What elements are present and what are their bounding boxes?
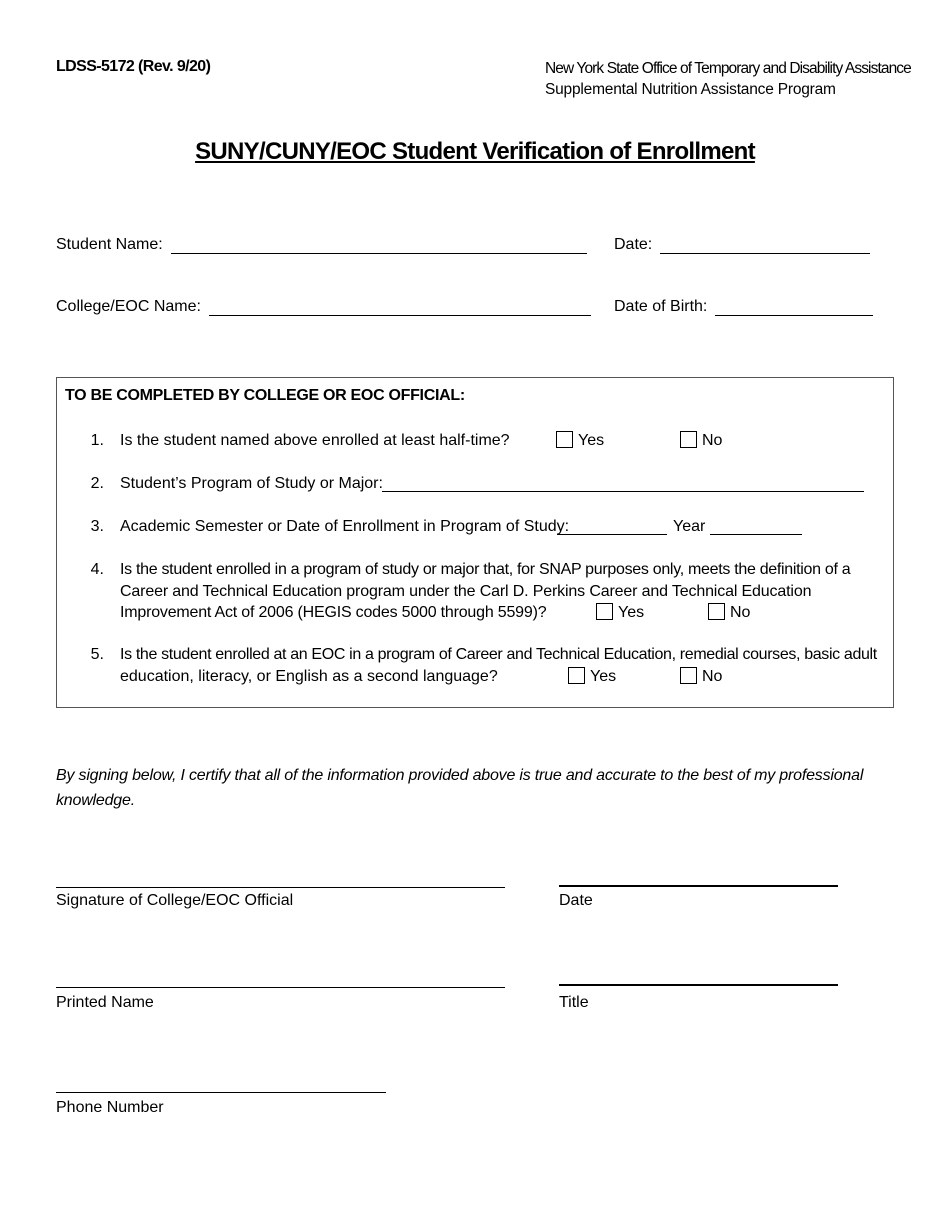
question-1 xyxy=(0,430,950,452)
title-line[interactable] xyxy=(559,984,838,986)
official-section-heading: TO BE COMPLETED BY COLLEGE OR EOC OFFICIAL: xyxy=(65,387,465,404)
q1-yes-option[interactable] xyxy=(556,430,604,452)
program-name: Supplemental Nutrition Assistance Program xyxy=(545,81,836,98)
question-4 xyxy=(0,559,950,625)
phone-number-line[interactable] xyxy=(56,1092,386,1093)
checkbox[interactable] xyxy=(556,431,573,448)
semester-line[interactable] xyxy=(557,519,667,535)
question-number: 3. xyxy=(90,518,104,535)
signature-date-label: Date xyxy=(559,892,593,909)
question-text: Student’s Program of Study or Major: xyxy=(120,475,383,492)
question-text: Academic Semester or Date of Enrollment in Program of Study: xyxy=(120,518,570,535)
yes-label: Yes xyxy=(618,604,645,621)
question-text-line2: Career and Technical Education program under the Carl D. Perkins Career and Technical Education xyxy=(120,582,812,600)
date-line[interactable] xyxy=(660,237,870,254)
question-text-line1: Is the student enrolled at an EOC in a program of Career and Technical Education, remedial courses, basic adult xyxy=(120,646,877,663)
question-text: Is the student named above enrolled at least half-time? xyxy=(120,432,510,449)
no-label: No xyxy=(730,604,751,621)
question-text-line1: Is the student enrolled in a program of study or major that, for SNAP purposes only, meets the definition of a xyxy=(120,561,851,578)
year-line[interactable] xyxy=(710,519,802,535)
date-label: Date: xyxy=(614,236,653,253)
yes-label: Yes xyxy=(578,432,605,449)
no-label: No xyxy=(702,432,723,449)
college-name-label: College/EOC Name: xyxy=(56,298,201,315)
college-name-line[interactable] xyxy=(209,299,591,316)
dob-line[interactable] xyxy=(715,299,873,316)
form-id: LDSS-5172 (Rev. 9/20) xyxy=(56,58,211,75)
q4-no-option[interactable] xyxy=(708,602,750,624)
q4-yes-option[interactable] xyxy=(596,602,644,624)
college-name-field[interactable] xyxy=(56,298,591,316)
agency-block xyxy=(545,58,911,100)
no-label: No xyxy=(702,667,723,685)
question-text-line3: Improvement Act of 2006 (HEGIS codes 5000 through 5599)? xyxy=(120,604,547,621)
question-2 xyxy=(0,473,950,495)
checkbox[interactable] xyxy=(680,431,697,448)
student-name-label: Student Name: xyxy=(56,236,163,253)
question-5 xyxy=(0,644,950,688)
signature-line[interactable] xyxy=(56,887,505,888)
q1-no-option[interactable] xyxy=(680,430,722,452)
question-number: 4. xyxy=(90,561,104,578)
checkbox[interactable] xyxy=(596,603,613,620)
question-number: 5. xyxy=(90,646,104,663)
printed-name-line[interactable] xyxy=(56,987,505,988)
title-label: Title xyxy=(559,994,589,1011)
checkbox[interactable] xyxy=(680,667,697,684)
yes-label: Yes xyxy=(590,667,617,685)
question-text-line2: education, literacy, or English as a second language? xyxy=(120,667,498,685)
dob-label: Date of Birth: xyxy=(614,298,708,315)
student-name-field[interactable] xyxy=(56,236,587,254)
agency-name: New York State Office of Temporary and Disability Assistance xyxy=(545,60,911,77)
signature-date-line[interactable] xyxy=(559,885,838,887)
date-field[interactable] xyxy=(614,236,870,254)
student-name-line[interactable] xyxy=(171,237,587,254)
question-number: 1. xyxy=(90,432,104,449)
printed-name-label: Printed Name xyxy=(56,994,154,1011)
checkbox[interactable] xyxy=(708,603,725,620)
question-3 xyxy=(0,516,950,538)
q5-yes-option[interactable] xyxy=(568,666,616,688)
certification-statement: By signing below, I certify that all of the information provided above is true and accurate to the best of my professional knowledge. xyxy=(56,767,864,809)
phone-number-label: Phone Number xyxy=(56,1099,164,1116)
form-title: SUNY/CUNY/EOC Student Verification of Enrollment xyxy=(195,138,755,165)
dob-field[interactable] xyxy=(614,298,873,316)
question-number: 2. xyxy=(90,475,104,492)
checkbox[interactable] xyxy=(568,667,585,684)
program-of-study-line[interactable] xyxy=(382,476,864,492)
q5-no-option[interactable] xyxy=(680,666,722,688)
signature-label: Signature of College/EOC Official xyxy=(56,892,294,909)
year-label: Year xyxy=(673,518,706,535)
